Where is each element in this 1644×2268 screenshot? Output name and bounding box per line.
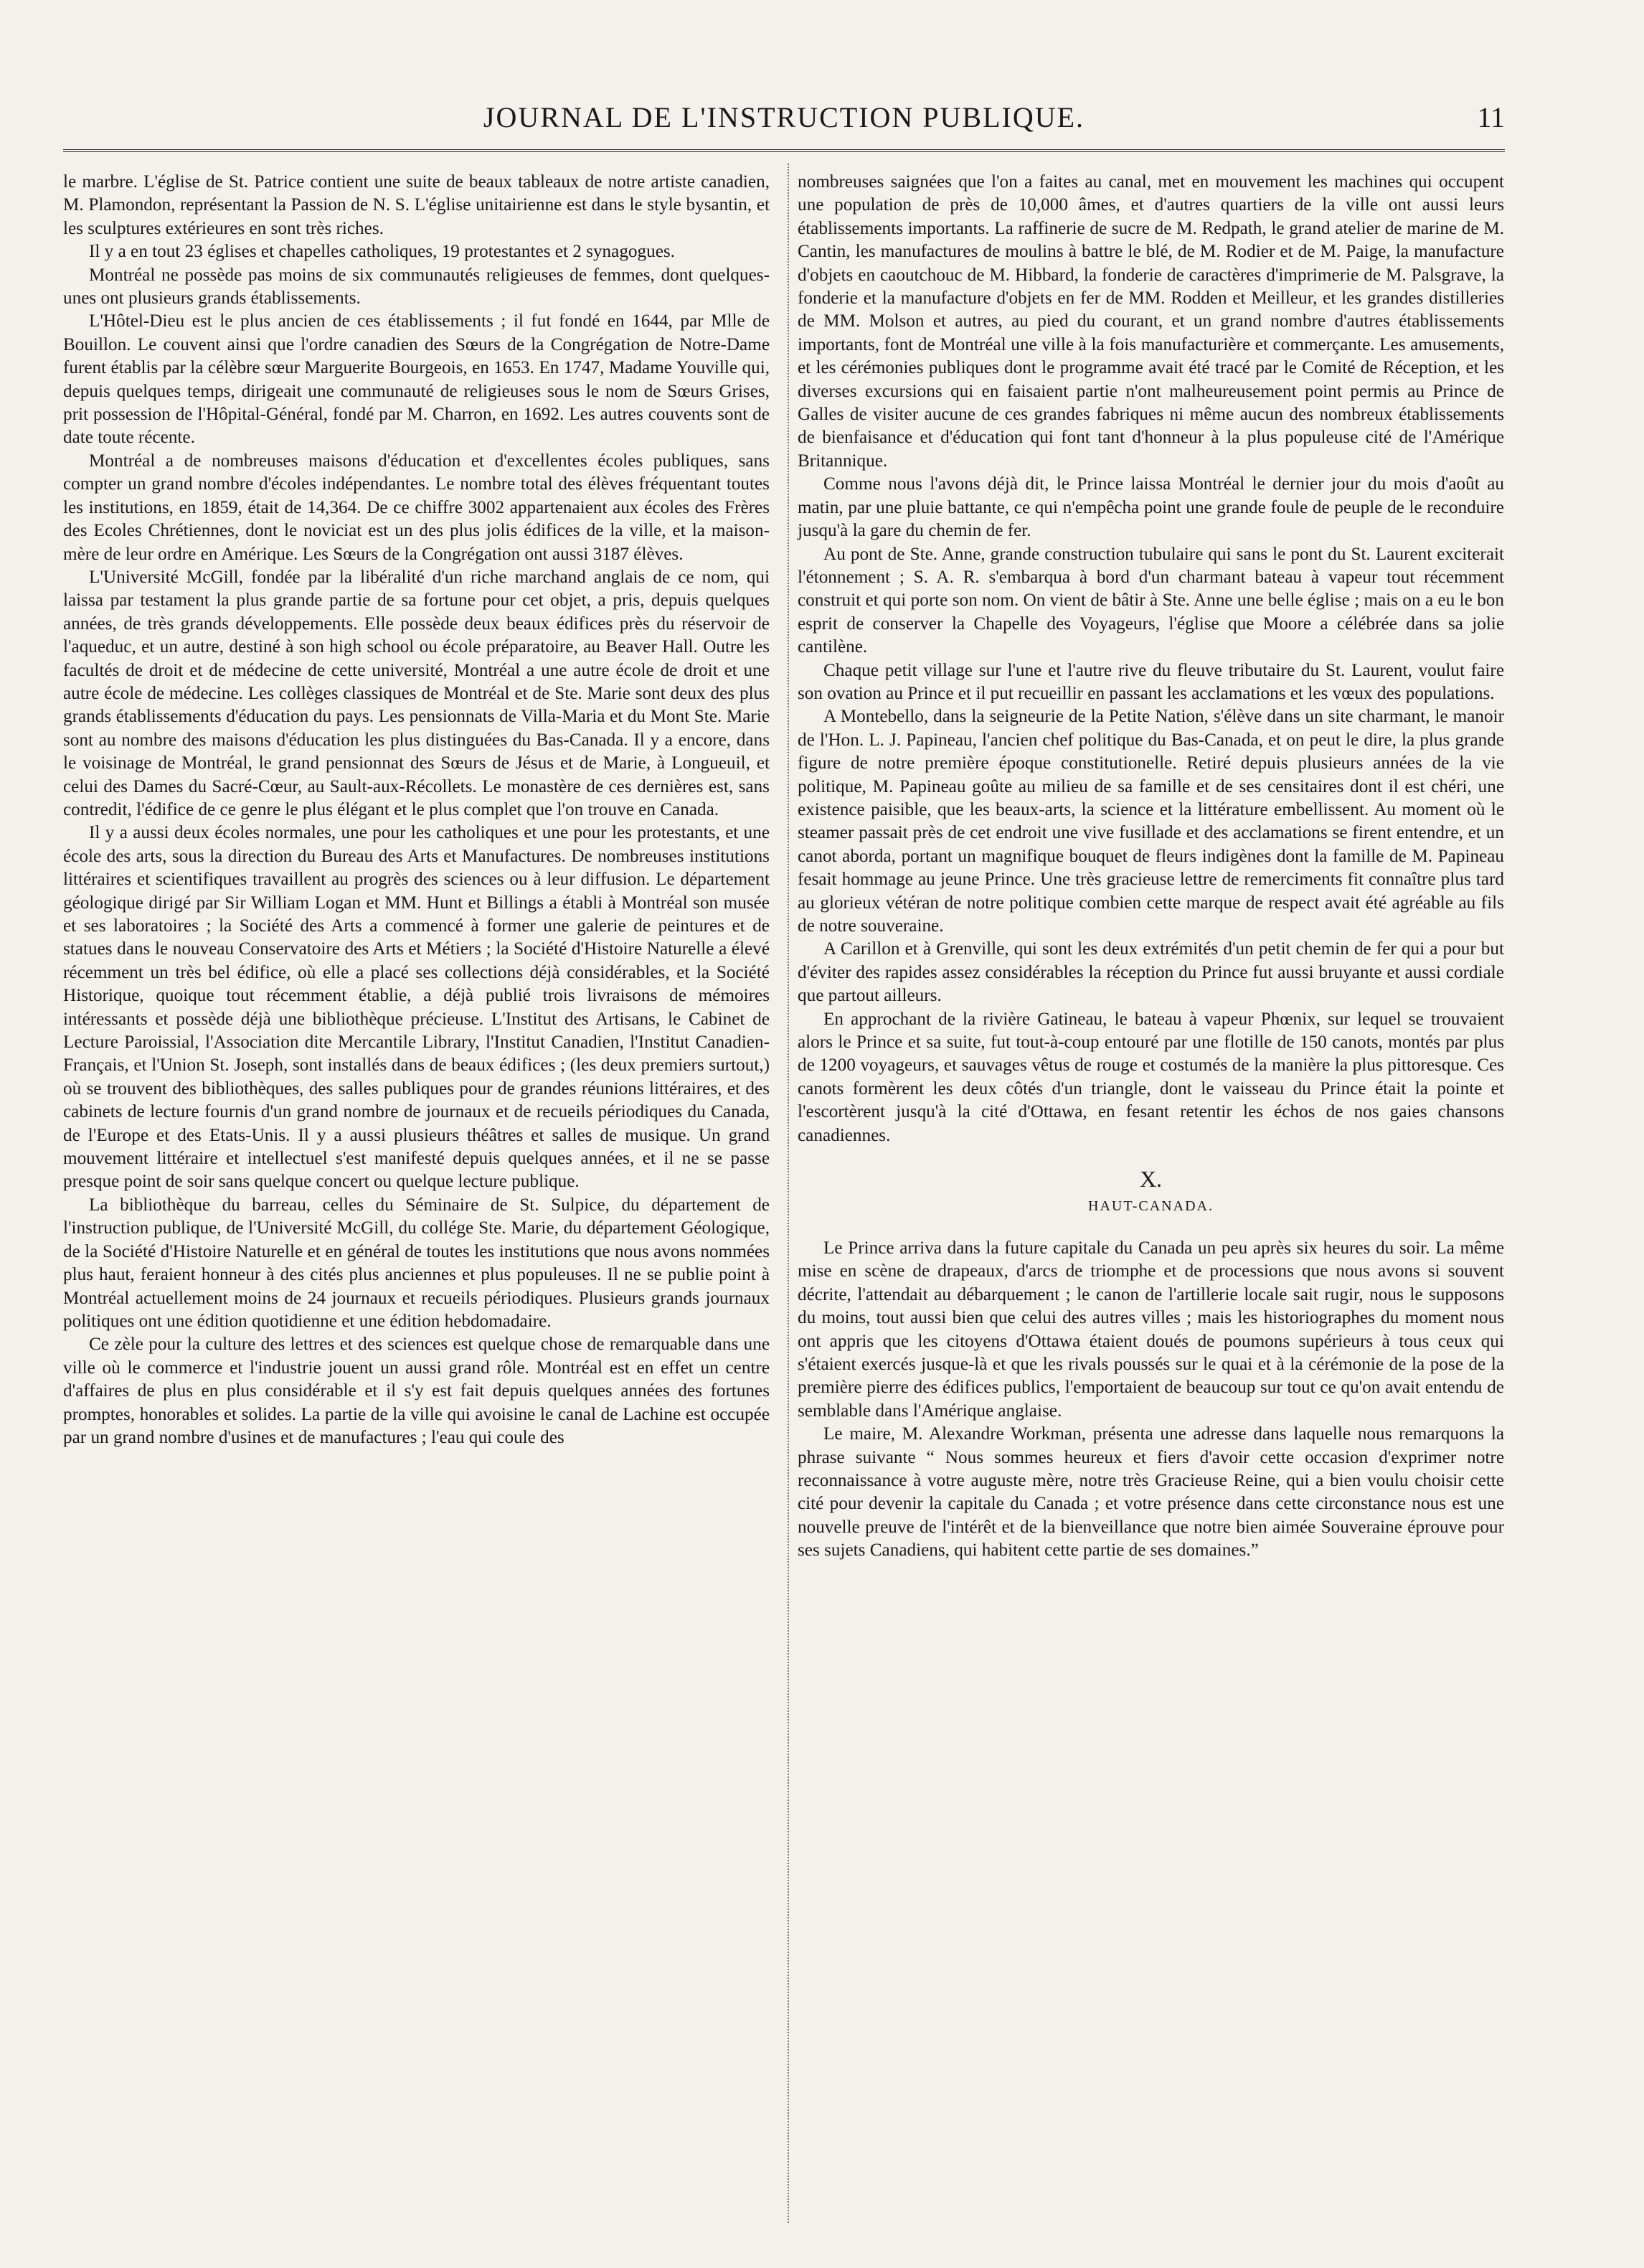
paragraph: Montréal ne possède pas moins de six communautés religieuses de femmes, dont quelques-unes ont plusieurs grands établissements. (63, 265, 770, 309)
section-number: X. (1139, 1166, 1163, 1192)
paragraph: Le Prince arriva dans la future capitale du Canada un peu après six heures du soir. La même mise en scène de drapeaux, d'arcs de triomphe et de processions que nous avons si souvent décrite, l'attendait au débarquement ; le canon de l'artillerie locale sait rugir, nous le supposons du moins, tout aussi bien que celui des autres villes ; mais les historiographes du moment nous ont appris que les citoyens d'Ottawa étaient doués de poumons supérieurs à tous ceux qui s'étaient exercés jusque-là et que les rivals poussés sur le quai et à la cérémonie de la pose de la première pierre des édifices publics, l'emportaient de beaucoup sur tout ce qu'on avait entendu de semblable dans l'Amérique anglaise. (798, 1238, 1504, 1421)
paragraph: A Montebello, dans la seigneurie de la Petite Nation, s'élève dans un site charmant, le manoir de l'Hon. L. J. Papineau, l'ancien chef politique du Bas-Canada, et on peut le dire, la plus grande figure de notre première époque constitutionelle. Retiré depuis plusieurs années de la vie politique, M. Papineau goûte au milieu de sa famille et de ses censitaires dont il est chéri, une existence paisible, que les beaux-arts, la science et la littérature embellissent. Au moment où le steamer passait près de cet endroit une vive fusillade et des acclamations se firent entendre, et un canot aborda, portant un magnifique bouquet de fleurs indigènes dont la famille de M. Papineau fesait hommage au jeune Prince. Une très gracieuse lettre de remerciments fit connaître plus tard au glorieux vétéran de notre politique combien cette marque de respect avait été agréable au fils de notre souveraine. (798, 707, 1504, 936)
header-rule (63, 149, 1505, 152)
paragraph: A Carillon et à Grenville, qui sont les deux extrémités d'un petit chemin de fer qui a pour but d'éviter des rapides assez considérables la réception du Prince fut aussi bruyante et aussi cordiale que partout ailleurs. (798, 939, 1504, 1006)
paragraph: Chaque petit village sur l'une et l'autre rive du fleuve tributaire du St. Laurent, voulut faire son ovation au Prince et il put recueillir en passant les acclamations et les vœux des populations. (798, 660, 1504, 703)
paragraph: nombreuses saignées que l'on a faites au canal, met en mouvement les machines qui occupent une population de près de 10,000 âmes, et d'autres quartiers de la ville ont aussi leurs établissements importants. La raffinerie de sucre de M. Redpath, le grand atelier de marine de M. Cantin, les manufactures de moulins à battre le blé, de M. Rodier et de M. Paige, la manufacture d'objets en caoutchouc de M. Hibbard, la fonderie de caractères d'imprimerie de M. Palsgrave, la fonderie et la manufacture d'objets en fer de MM. Rodden et Meilleur, et les grandes distilleries de MM. Molson et autres, au pied du courant, et un grand nombre d'autres établissements importants, font de Montréal une ville à la fois manufacturière et commerçante. Les amusements, et les cérémonies publiques dont le programme avait été tracé par le Comité de Réception, et les diverses excursions qui en faisaient partie n'ont malheureusement point permis au Prince de Galles de visiter aucune de ces grandes fabriques ni même aucun des nombreux établissements de bienfaisance et d'éducation qui font tant d'honneur à la plus populeuse cité de l'Amérique Britannique. (798, 172, 1504, 471)
paragraph: La bibliothèque du barreau, celles du Séminaire de St. Sulpice, du département de l'instruction publique, de l'Université McGill, du collége Ste. Marie, du département Géologique, de la Société d'Histoire Naturelle et en général de toutes les institutions que nous avons nommées plus haut, feraient honneur à des cités plus anciennes et plus populeuses. Il ne se publie point à Montréal actuellement moins de 24 journaux et recueils périodiques. Plusieurs grands journaux politiques ont une édition quotidienne et une édition hebdomadaire. (63, 1195, 770, 1331)
section-title: HAUT-CANADA. (1088, 1198, 1214, 1215)
left-column (63, 171, 770, 1449)
page-header (63, 92, 1505, 149)
right-column (798, 171, 1504, 1563)
paragraph: En approchant de la rivière Gatineau, le bateau à vapeur Phœnix, sur lequel se trouvaient alors le Prince et sa suite, fut tout-à-coup entouré par une flotille de 150 canots, montés par plus de 1200 voyageurs, et sauvages vêtus de rouge et costumés de la manière la plus pittoresque. Ces canots formèrent les deux côtés d'un triangle, dont le vaisseau du Prince était la pointe et l'escortèrent jusqu'à la cité d'Ottawa, en fesant retentir les échos de nos gaies chansons canadiennes. (798, 1009, 1504, 1145)
paragraph: Le maire, M. Alexandre Workman, présenta une adresse dans laquelle nous remarquons la phrase suivante “ Nous sommes heureux et fiers d'avoir cette occasion d'exprimer notre reconnaissance à votre auguste mère, notre très Gracieuse Reine, qui a bien voulu choisir cette cité pour devenir la capitale du Canada ; et votre présence dans cette circonstance nous est une nouvelle preuve de l'intérêt et de la bienveillance que notre bien aimée Souveraine éprouve pour ses sujets Canadiens, qui habitent cette partie de ses domaines.” (798, 1424, 1504, 1561)
paragraph: L'Université McGill, fondée par la libéralité d'un riche marchand anglais de ce nom, qui laissa par testament la plus grande partie de sa fortune pour cet objet, a pris, depuis quelques années, de très grands développements. Elle possède deux beaux édifices près du réservoir de l'aqueduc, et un autre, destiné à son high school ou école préparatoire, au Beaver Hall. Outre les facultés de droit et de médecine de cette université, Montréal a une autre école de droit et une autre école de médecine. Les collèges classiques de Montréal et de Ste. Marie sont deux des plus grands établissements d'éducation du pays. Les pensionnats de Villa-Maria et du Mont Ste. Marie sont au nombre des maisons d'éducation les plus distinguées du Bas-Canada. Il y a encore, dans le voisinage de Montréal, le grand pensionnat des Sœurs de Jésus et de Marie, à Longueuil, et celui des Dames du Sacré-Cœur, au Sault-aux-Récollets. Le monastère de ces dernières est, sans contredit, l'édifice de ce genre le plus élégant et le plus complet que l'on trouve en Canada. (63, 567, 770, 819)
running-title: JOURNAL DE L'INSTRUCTION PUBLIQUE. (483, 101, 1085, 133)
paragraph: Montréal a de nombreuses maisons d'éducation et d'excellentes écoles publiques, sans compter un grand nombre d'écoles indépendantes. Le nombre total des élèves fréquentant toutes les institutions, en 1859, était de 14,364. De ce chiffre 3002 appartenaient aux écoles des Frères des Ecoles Chrétiennes, dont le noviciat est un des plus jolis édifices de la ville, et la maison-mère de leur ordre en Amérique. Les Sœurs de la Congrégation ont aussi 3187 élèves. (63, 451, 770, 564)
paragraph: Comme nous l'avons déjà dit, le Prince laissa Montréal le dernier jour du mois d'août au matin, par une pluie battante, ce qui n'empêcha point une grande foule de peuple de le reconduire jusqu'à la gare du chemin de fer. (798, 474, 1504, 541)
paragraph: Ce zèle pour la culture des lettres et des sciences est quelque chose de remarquable dans une ville où le commerce et l'industrie jouent un aussi grand rôle. Montréal est en effet un centre d'affaires de plus en plus considérable et il s'y est fait depuis quelques années des fortunes promptes, honorables et solides. La partie de la ville qui avoisine le canal de Lachine est occupée par un grand nombre d'usines et de manufactures ; l'eau qui coule des (63, 1335, 770, 1447)
paragraph: Il y a en tout 23 églises et chapelles catholiques, 19 protestantes et 2 synagogues. (89, 242, 675, 262)
paragraph: Il y a aussi deux écoles normales, une pour les catholiques et une pour les protestants, et une école des arts, sous la direction du Bureau des Arts et Manufactures. De nombreuses institutions littéraires et scientifiques travaillent au progrès des sciences ou à leur diffusion. Le département géologique dirigé par Sir William Logan et MM. Hunt et Billings a établi à Montréal son musée et ses laboratoires ; la Société des Arts a commencé à former une galerie de peintures et de statues dans le nouveau Conservatoire des Arts et Métiers ; la Société d'Histoire Naturelle a élevé récemment un très bel édifice, où elle a placé ses collections déjà considérables, et la Société Historique, quoique tout récemment établie, a déjà publié trois livraisons de mémoires intéressants et possède déjà une bibliothèque précieuse. L'Institut des Artisans, le Cabinet de Lecture Paroissial, l'Association dite Mercantile Library, l'Institut Canadien, l'Institut Canadien-Français, et l'Union St. Joseph, sont installés dans de beaux édifices ; (les deux premiers surtout,) où se trouvent des bibliothèques, des salles publiques pour de grandes réunions littéraires, et des cabinets de lecture fournis d'un grand nombre de journaux et de recueils périodiques du Canada, de l'Europe et des Etats-Unis. Il y a aussi plusieurs théâtres et salles de musique. Un grand mouvement littéraire et intellectuel s'est manifesté depuis quelques années, et il ne se passe presque point de soir sans quelque concert ou quelque lecture publique. (63, 823, 770, 1192)
paragraph: Au pont de Ste. Anne, grande construction tubulaire qui sans le pont du St. Laurent exciterait l'étonnement ; S. A. R. s'embarqua à bord d'un charmant bateau à vapeur tout récemment construit et qui porte son nom. On vient de bâtir à Ste. Anne une belle église ; mais on a eu le bon esprit de conserver la Chapelle des Voyageurs, l'église que Moore a célébrée dans sa jolie cantilène. (798, 544, 1504, 657)
paragraph: le marbre. L'église de St. Patrice contient une suite de beaux tableaux de notre artiste canadien, M. Plamondon, représentant la Passion de N. S. L'église unitairienne est dans le style bysantin, et les sculptures extérieures en sont très riches. (63, 172, 770, 238)
paragraph: L'Hôtel-Dieu est le plus ancien de ces établissements ; il fut fondé en 1644, par Mlle de Bouillon. Le couvent ainsi que l'ordre canadien des Sœurs de la Congrégation de Notre-Dame furent établis par la célèbre sœur Marguerite Bourgeois, en 1653. En 1747, Madame Youville qui, depuis quelques temps, dirigeait une communauté de religieuses sous le nom de Sœurs Grises, prit possession de l'Hôpital-Général, fondé par M. Charron, en 1692. Les autres couvents sont de date toute récente. (63, 311, 770, 448)
page-number: 11 (1477, 101, 1505, 133)
column-divider (788, 164, 789, 2223)
